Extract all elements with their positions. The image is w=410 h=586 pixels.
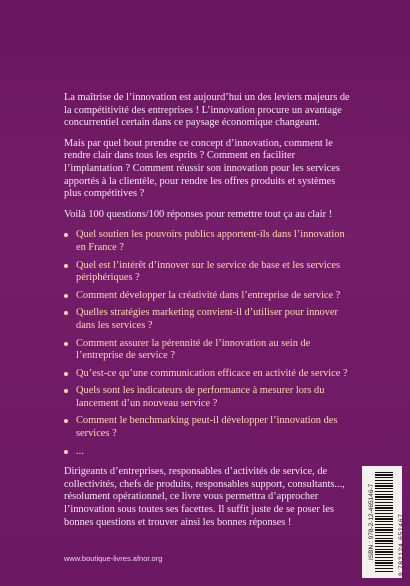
question-text: Comment le benchmarking peut-il développer l’innovation des services ? [76, 415, 338, 440]
question-item [64, 368, 354, 381]
question-item [64, 415, 354, 440]
question-item [64, 307, 354, 332]
question-item [64, 290, 354, 303]
question-item [64, 260, 354, 285]
bullet-icon [64, 450, 68, 454]
question-text: ... [76, 445, 84, 457]
question-text: Quels sont les indicateurs de performance à mesurer lors du lancement d’un nouveau service ? [76, 385, 325, 409]
bullet-icon [64, 233, 68, 237]
intro-paragraph-1: La maîtrise de l’innovation est aujourd’hui un des leviers majeurs de la compétitivité des entreprises ! L’innovation procure un avantage concurrentiel certain dans ce paysage économique changeant. [64, 92, 350, 129]
question-item [64, 385, 354, 410]
back-cover-text [64, 92, 354, 537]
bullet-icon [64, 311, 68, 315]
question-text: Quel est l’intérêt d’innover sur le service de base et les services périphériques ? [76, 259, 340, 284]
bullet-icon [64, 264, 68, 268]
publisher-website: www.boutique-livres.afnor.org [64, 554, 163, 563]
bullet-icon [64, 389, 68, 393]
question-text: Comment assurer la pérennité de l’innovation au sein de l’entreprise de service ? [76, 337, 311, 362]
question-list [64, 229, 354, 458]
question-text: Qu’est-ce qu’une communication efficace en activité de service ? [76, 367, 348, 379]
bullet-icon [64, 342, 68, 346]
question-text: Comment développer la créativité dans l’entreprise de service ? [76, 289, 341, 301]
barcode-number: 9 782124 651467 [398, 513, 405, 576]
question-item [64, 446, 354, 459]
question-item [64, 229, 354, 254]
bullet-icon [64, 294, 68, 298]
intro-paragraph-2: Mais par quel bout prendre ce concept d’innovation, comment le rendre clair dans tous les esprits ? Comment en faciliter l’implantation ? Comment réussir son innovation pour les services apportés à la clientèle, pour rendre les offres produits et systèmes plus compétitives ? [64, 137, 340, 200]
intro-paragraph-3: Voilà 100 questions/100 réponses pour remettre tout ça au clair ! [64, 208, 333, 220]
isbn-label: ISBN : 978-2-12-465146-7 [368, 483, 375, 560]
barcode-icon [375, 472, 393, 572]
bullet-icon [64, 419, 68, 423]
question-text: Quel soutien les pouvoirs publics apportent-ils dans l’innovation en France ? [76, 229, 345, 253]
question-item [64, 338, 354, 363]
bullet-icon [64, 372, 68, 376]
closing-paragraph: Dirigeants d’entreprises, responsables d’activités de service, de collectivités, chefs de produits, responsables support, consultants..., résolument opérationnel, ce livre vous permettra d’approcher l’innovation sous toutes ses facettes. Il suffit juste de se poser les bonnes questions et trouver ainsi les bonnes réponses ! [64, 466, 345, 528]
question-text: Quelles stratégies marketing convient-il d’utiliser pour innover dans les services ? [76, 307, 339, 331]
